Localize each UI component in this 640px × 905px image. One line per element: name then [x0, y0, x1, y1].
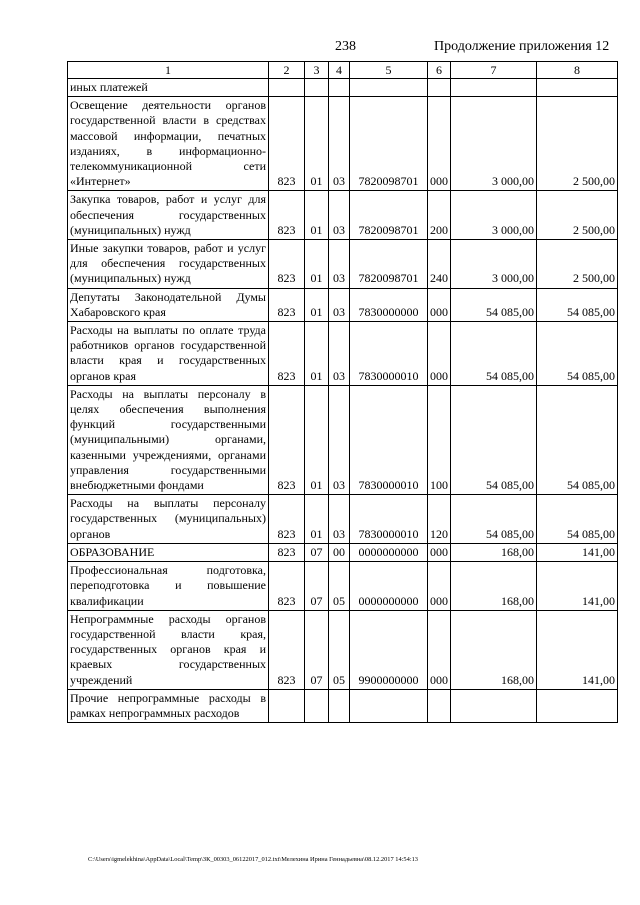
- expense-type-code: [428, 689, 451, 722]
- admin-code: [269, 79, 305, 97]
- amount-2018: 3 000,00: [451, 191, 537, 240]
- column-header: 3: [305, 62, 329, 79]
- target-article-code: 7820098701: [350, 240, 428, 289]
- subsection-code: 03: [329, 97, 350, 191]
- target-article-code: 7830000000: [350, 288, 428, 321]
- admin-code: [269, 689, 305, 722]
- amount-2018: 54 085,00: [451, 495, 537, 544]
- admin-code: 823: [269, 610, 305, 689]
- section-code: 01: [305, 191, 329, 240]
- expense-type-code: 000: [428, 543, 451, 561]
- table-row: [68, 97, 618, 191]
- section-code: 01: [305, 322, 329, 386]
- section-code: 01: [305, 97, 329, 191]
- amount-2019: 54 085,00: [537, 288, 618, 321]
- admin-code: 823: [269, 322, 305, 386]
- section-code: 07: [305, 562, 329, 611]
- continuation-label: Продолжение приложения 12: [434, 39, 610, 54]
- subsection-code: [329, 689, 350, 722]
- item-name: Расходы на выплаты персоналу в целях обеспечения выполнения функций государственными (муниципальными) органами, казенными учреждениями, органами управления государственными внебюджетными фондами: [68, 385, 269, 494]
- amount-2018: 54 085,00: [451, 322, 537, 386]
- amount-2019: 54 085,00: [537, 385, 618, 494]
- subsection-code: 03: [329, 240, 350, 289]
- subsection-code: [329, 79, 350, 97]
- table-row: [68, 288, 618, 321]
- admin-code: 823: [269, 191, 305, 240]
- target-article-code: 7830000010: [350, 495, 428, 544]
- table-row: [68, 689, 618, 722]
- expense-type-code: [428, 79, 451, 97]
- subsection-code: 03: [329, 495, 350, 544]
- column-header: 1: [68, 62, 269, 79]
- subsection-code: 03: [329, 322, 350, 386]
- table-row: [68, 495, 618, 544]
- amount-2018: 54 085,00: [451, 288, 537, 321]
- amount-2019: 141,00: [537, 610, 618, 689]
- budget-table: [67, 61, 618, 723]
- expense-type-code: 120: [428, 495, 451, 544]
- target-article-code: 9900000000: [350, 610, 428, 689]
- section-code: 01: [305, 288, 329, 321]
- amount-2018: [451, 79, 537, 97]
- table-row: [68, 240, 618, 289]
- target-article-code: [350, 689, 428, 722]
- column-header: 5: [350, 62, 428, 79]
- item-name: Профессиональная подготовка, переподготовка и повышение квалификации: [68, 562, 269, 611]
- expense-type-code: 000: [428, 562, 451, 611]
- expense-type-code: 240: [428, 240, 451, 289]
- item-name: Освещение деятельности органов государственной власти в средствах массовой информации, печатных изданиях, в информационно-телекоммуникационной сети «Интернет»: [68, 97, 269, 191]
- section-code: 01: [305, 385, 329, 494]
- column-header: 7: [451, 62, 537, 79]
- table-row: [68, 322, 618, 386]
- amount-2019: 54 085,00: [537, 495, 618, 544]
- amount-2019: 54 085,00: [537, 322, 618, 386]
- target-article-code: 7830000010: [350, 322, 428, 386]
- amount-2019: 141,00: [537, 543, 618, 561]
- target-article-code: 0000000000: [350, 543, 428, 561]
- page-number: 238: [335, 39, 356, 54]
- amount-2019: 2 500,00: [537, 191, 618, 240]
- target-article-code: 7820098701: [350, 191, 428, 240]
- amount-2019: 2 500,00: [537, 97, 618, 191]
- admin-code: 823: [269, 97, 305, 191]
- amount-2018: 168,00: [451, 610, 537, 689]
- table-row: [68, 543, 618, 561]
- amount-2018: 3 000,00: [451, 97, 537, 191]
- table-row: [68, 562, 618, 611]
- expense-type-code: 200: [428, 191, 451, 240]
- admin-code: 823: [269, 240, 305, 289]
- table-row: [68, 79, 618, 97]
- target-article-code: 7820098701: [350, 97, 428, 191]
- section-code: 01: [305, 495, 329, 544]
- item-name: Прочие непрограммные расходы в рамках непрограммных расходов: [68, 689, 269, 722]
- column-header: 2: [269, 62, 305, 79]
- target-article-code: 7830000010: [350, 385, 428, 494]
- expense-type-code: 000: [428, 288, 451, 321]
- expense-type-code: 100: [428, 385, 451, 494]
- section-code: 07: [305, 543, 329, 561]
- amount-2018: 54 085,00: [451, 385, 537, 494]
- section-code: 01: [305, 240, 329, 289]
- subsection-code: 03: [329, 288, 350, 321]
- column-header: 4: [329, 62, 350, 79]
- admin-code: 823: [269, 543, 305, 561]
- admin-code: 823: [269, 495, 305, 544]
- expense-type-code: 000: [428, 322, 451, 386]
- item-name: Непрограммные расходы органов государственной власти края, государственных органов края и краевых государственных учреждений: [68, 610, 269, 689]
- item-name: Депутаты Законодательной Думы Хабаровского края: [68, 288, 269, 321]
- target-article-code: 0000000000: [350, 562, 428, 611]
- subsection-code: 05: [329, 562, 350, 611]
- section-code: 07: [305, 610, 329, 689]
- item-name: Иные закупки товаров, работ и услуг для обеспечения государственных (муниципальных) нужд: [68, 240, 269, 289]
- subsection-code: 03: [329, 191, 350, 240]
- section-code: [305, 79, 329, 97]
- admin-code: 823: [269, 385, 305, 494]
- subsection-code: 03: [329, 385, 350, 494]
- table-row: [68, 385, 618, 494]
- item-name: ОБРАЗОВАНИЕ: [68, 543, 269, 561]
- item-name: Закупка товаров, работ и услуг для обеспечения государственных (муниципальных) нужд: [68, 191, 269, 240]
- amount-2019: [537, 689, 618, 722]
- amount-2018: [451, 689, 537, 722]
- section-code: [305, 689, 329, 722]
- amount-2018: 168,00: [451, 562, 537, 611]
- amount-2018: 168,00: [451, 543, 537, 561]
- amount-2019: [537, 79, 618, 97]
- amount-2018: 3 000,00: [451, 240, 537, 289]
- item-name: иных платежей: [68, 79, 269, 97]
- expense-type-code: 000: [428, 610, 451, 689]
- column-header: 8: [537, 62, 618, 79]
- subsection-code: 05: [329, 610, 350, 689]
- table-body: [68, 79, 618, 723]
- subsection-code: 00: [329, 543, 350, 561]
- target-article-code: [350, 79, 428, 97]
- amount-2019: 2 500,00: [537, 240, 618, 289]
- expense-type-code: 000: [428, 97, 451, 191]
- item-name: Расходы на выплаты персоналу государственных (муниципальных) органов: [68, 495, 269, 544]
- table-row: [68, 191, 618, 240]
- column-number-row: [68, 62, 618, 79]
- table-row: [68, 610, 618, 689]
- amount-2019: 141,00: [537, 562, 618, 611]
- admin-code: 823: [269, 288, 305, 321]
- item-name: Расходы на выплаты по оплате труда работников органов государственной власти края и государственных органов края: [68, 322, 269, 386]
- admin-code: 823: [269, 562, 305, 611]
- column-header: 6: [428, 62, 451, 79]
- file-path-footer: C:\Users\igmelekhina\AppData\Local\Temp\ЗК_00303_06122017_012.txt\Мелехина Ирина Геннадьевна\08.12.2017 14:54:13: [88, 856, 418, 863]
